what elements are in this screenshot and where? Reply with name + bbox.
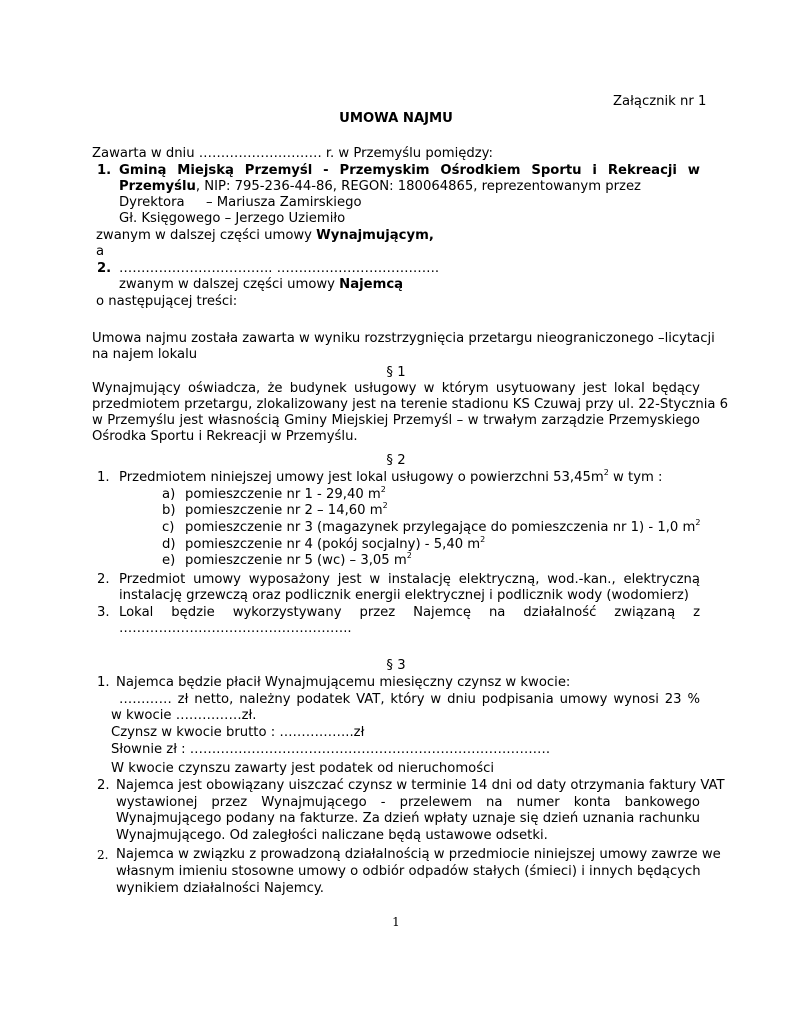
room-item: pomieszczenie nr 5 (wc) – 3,05 $m^2$ [185,550,412,568]
landlord-designation: zwanym w dalszej części umowy Wynajmującym, [96,228,434,243]
section-1-line: Ośrodka Sportu i Rekreacji w Przemyślu. [92,429,358,444]
room-letter: a) [162,487,176,502]
s3-item-1-text: Najemca będzie płacił Wynajmującemu miesięczny czynsz w kwocie: [116,675,571,690]
director-role: Dyrektora [119,195,185,210]
s2-item-3-number: 3. [97,605,110,620]
attachment-label: Załącznik nr 1 [613,94,707,109]
accountant: Gł. Księgowego – Jerzego Uziemiło [119,211,346,226]
party-2-number: 2. [97,261,112,276]
section-1-line: w Przemyślu jest własnością Gminy Miejskiej Przemyśl – w trwałym zarządzie Przemyskiego [92,413,700,428]
section-1-heading: § 1 [386,365,406,380]
s2-item-2-line: Przedmiot umowy wyposażony jest w instalację elektryczną, wod.-kan., elektryczną [119,572,700,587]
s2-item-3-line: …………………………………………….. [119,621,352,636]
intro-paragraph-line: Umowa najmu została zawarta w wyniku rozstrzygnięcia przetargu nieograniczonego –licytacji [92,331,715,346]
room-item: pomieszczenie nr 1 - 29,40 $m^2$ [185,484,386,502]
room-item: pomieszczenie nr 4 (pokój socjalny) - 5,40 $m^2$ [185,534,486,552]
s3-item-3-line: Najemca w związku z prowadzoną działalnością w przedmiocie niniejszej umowy zawrze we [116,847,721,862]
party-1-number: 1. [97,163,112,178]
contract-intro: Zawarta w dniu ………………………. r. w Przemyślu pomiędzy: [92,146,493,161]
and-conjunction: a [96,244,105,259]
s2-item-1-number: 1. [97,470,110,485]
s3-item-2-line: Wynajmującego. Od zaległości naliczane będą ustawowe odsetki. [116,828,548,843]
tenant-designation: zwanym w dalszej części umowy Najemcą [119,277,404,292]
party-2-placeholder: …………………………….. ………………………………. [119,261,440,276]
gross-amount-line: Czynsz w kwocie brutto : ……………..zł [111,725,365,740]
director-name: – Mariusza Zamirskiego [206,195,362,210]
amount-in-words-line: Słownie zł : ………………………………………………………………………. [111,742,551,757]
s3-item-2-line: wystawionej przez Wynajmującego - przelewem na numer konta bankowego [116,795,700,810]
s3-item-2-number: 2. [97,778,110,793]
section-3-heading: § 3 [386,658,406,673]
room-item: pomieszczenie nr 2 – 14,60 $m^2$ [185,500,388,518]
s3-item-3-number: 2. [97,848,109,862]
room-letter: e) [162,553,176,568]
section-1-line: Wynajmujący oświadcza, że budynek usługowy w którym usytuowany jest lokal będący [92,381,700,396]
room-letter: c) [162,520,175,535]
party-1-details: Przemyślu, NIP: 795-236-44-86, REGON: 180064865, reprezentowanym przez [119,179,641,194]
s3-item-2-line: Wynajmującego podany na fakturze. Za dzień wpłaty uznaje się dzień uznania rachunku [116,811,700,826]
room-letter: d) [162,537,176,552]
tax-note: W kwocie czynszu zawarty jest podatek od nieruchomości [111,761,495,776]
s3-item-3-line: wynikiem działalności Najemcy. [116,881,324,896]
s3-item-1-number: 1. [97,675,110,690]
net-amount-line: ………… zł netto, należny podatek VAT, który w dniu podpisania umowy wynosi 23 % [119,692,700,707]
section-2-heading: § 2 [386,453,406,468]
s2-item-1-text: Przedmiotem niniejszej umowy jest lokal usługowy o powierzchni $53,45m^2$ w tym : [119,467,663,485]
party-1-name: Gminą Miejską Przemyśl - Przemyskim Ośrodkiem Sportu i Rekreacji w [119,163,700,178]
room-item: pomieszczenie nr 3 (magazynek przylegające do pomieszczenia nr 1) - 1,0 $m^2$ [185,517,701,535]
s2-item-2-number: 2. [97,572,110,587]
page-number: 1 [392,915,400,929]
s3-item-3-line: własnym imieniu stosowne umowy o odbiór odpadów stałych (śmieci) i innych będących [116,864,701,879]
room-letter: b) [162,503,176,518]
document-title: UMOWA NAJMU [339,111,453,126]
intro-paragraph-line: na najem lokalu [92,347,198,362]
s2-item-3-line: Lokal będzie wykorzystywany przez Najemcę na działalność związaną z [119,605,700,620]
vat-amount-line: w kwocie ……………zł. [111,708,257,723]
s3-item-2-line: Najemca jest obowiązany uiszczać czynsz w terminie 14 dni od daty otrzymania faktury VAT [116,778,725,793]
s2-item-2-line: instalację grzewczą oraz podlicznik energii elektrycznej i podlicznik wody (wodomierz) [119,588,689,603]
section-1-line: przedmiotem przetargu, zlokalizowany jest na terenie stadionu KS Czuwaj przy ul. 22-Stycznia 6 [92,397,729,412]
following-text: o następującej treści: [96,294,238,309]
